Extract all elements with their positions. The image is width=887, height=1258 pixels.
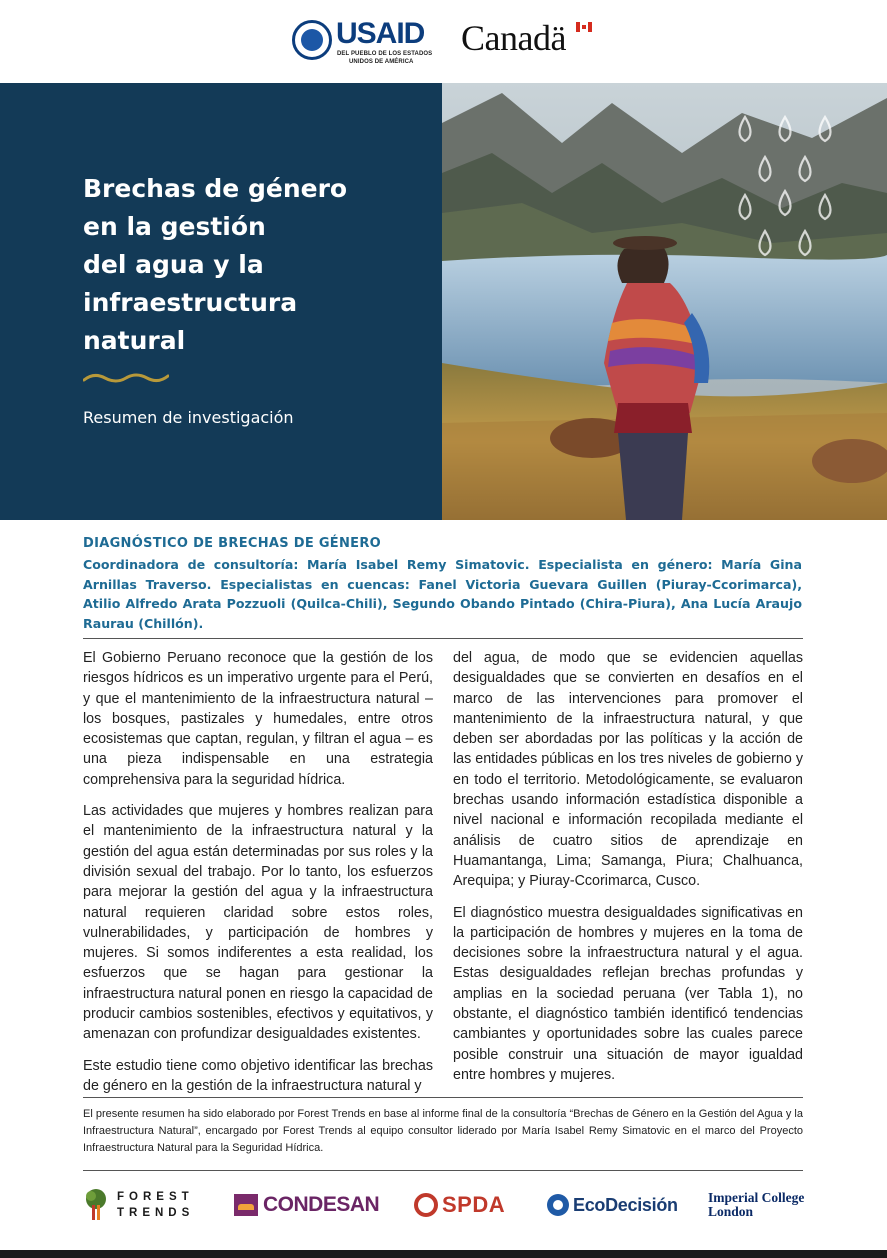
usaid-wordmark: USAID — [336, 17, 425, 50]
divider — [83, 1170, 803, 1171]
ecodecision-wordmark: EcoDecisión — [573, 1194, 678, 1215]
spda-logo — [414, 1180, 505, 1230]
spda-icon — [414, 1193, 438, 1217]
forest-trends-line1: FOREST — [117, 1191, 194, 1203]
title-line: natural — [83, 326, 186, 355]
divider — [83, 638, 803, 639]
usaid-tagline-2: UNIDOS DE AMÉRICA — [349, 59, 414, 65]
usaid-logo — [292, 18, 432, 66]
consultancy-credits: Coordinadora de consultoría: María Isabel Remy Simatovic. Especialista en género: María Gina Arnillas Traverso. Especialistas en cuencas: Fanel Victoria Guevara Guillen (Piuray-Ccorimarca), Atilio Alfredo Arata Pozzuoli (Quilca-Chili), Segundo Obando Pintado (Chira-Piura), Ana Lucía Araujo Raurau (Chillón). — [83, 557, 802, 631]
wave-divider-icon — [83, 371, 169, 385]
imperial-college-logo — [708, 1180, 804, 1230]
canada-wordmark: Canadä — [461, 18, 566, 58]
spda-wordmark: SPDA — [442, 1192, 506, 1217]
body-paragraph: Este estudio tiene como objetivo identificar las brechas de género en la gestión de la infraestructura natural y — [83, 1057, 433, 1094]
page-title — [83, 170, 413, 360]
body-paragraph: Las actividades que mujeres y hombres realizan para el mantenimiento de la infraestructura natural y la gestión del agua están determinadas por sus roles y la división sexual del trabajo. Por lo tanto, los esfuerzos para mejorar la gestión del agua y la infraestructura natural requieren claridad sobre estos roles, vulnerabilidades, y participación de hombres y mujeres. Si somos indiferentes a esta realidad, los esfuerzos que se hagan para gestionar la infraestructura natural ponen en riesgo la capacidad de producir cambios sostenibles, efectivos y equitativos, y amenazan con profundizar desigualdades existentes. — [83, 803, 433, 1043]
body-paragraph: del agua, de modo que se evidencien aquellas desigualdades que se convierten en desafíos en el marco de las intervenciones para promover el mantenimiento de la infraestructura natural, y que deben ser abordadas por las políticas y la acción de las entidades públicas en los tres niveles de gobierno y en todo el territorio. Metodológicamente, se evaluaron brechas usando información estadística disponible a nivel nacional e información recopilada mediante el análisis de cuatro sitios de aprendizaje en Huamantanga, Lima; Samanga, Piura; Chalhuanca, Arequipa; y Piuray-Ccorimarca, Cusco. — [453, 650, 803, 890]
section-heading: DIAGNÓSTICO DE BRECHAS DE GÉNERO — [83, 536, 382, 551]
condesan-logo — [234, 1180, 379, 1230]
title-line: del agua y la — [83, 250, 264, 279]
partner-logos — [0, 1180, 887, 1230]
page-subtitle: Resumen de investigación — [83, 408, 294, 427]
hero-title-panel — [0, 83, 442, 520]
ecodecision-logo — [547, 1180, 678, 1230]
footnote: El presente resumen ha sido elaborado por Forest Trends en base al informe final de la consultoría “Brechas de Género en la Gestión del Agua y la Infraestructura Natural”, encargado por Forest Trends al equipo consultor liderado por María Isabel Remy Simatovic en el marco del Proyecto Infraestructura Natural para la Seguridad Hídrica. — [83, 1108, 803, 1154]
tree-icon — [83, 1188, 109, 1222]
imperial-line1: Imperial College — [708, 1190, 805, 1205]
imperial-college-wordmark — [708, 1191, 804, 1219]
title-line: infraestructura — [83, 288, 298, 317]
forest-trends-logo — [83, 1180, 194, 1230]
bottom-bar — [0, 1250, 887, 1258]
condesan-wordmark: CONDESAN — [263, 1193, 380, 1216]
andean-landscape-image — [442, 83, 887, 520]
title-line: Brechas de género — [83, 174, 348, 203]
ecodecision-icon — [547, 1194, 569, 1216]
forest-trends-line2: TRENDS — [117, 1207, 195, 1219]
condesan-icon — [234, 1194, 258, 1216]
usaid-tagline-1: DEL PUEBLO DE LOS ESTADOS — [337, 51, 433, 57]
divider — [83, 1097, 803, 1098]
imperial-line2: London — [708, 1204, 754, 1219]
body-column-left — [83, 648, 433, 1107]
forest-trends-wordmark — [117, 1189, 194, 1221]
hero-banner — [0, 83, 887, 520]
body-column-right — [453, 648, 803, 1096]
usaid-seal-icon — [292, 20, 332, 60]
body-paragraph: El diagnóstico muestra desigualdades significativas en la participación de hombres y mujeres en la toma de decisiones sobre la infraestructura natural y el agua. Estas desigualdades reflejan brechas profundas y amplias en la sociedad peruana (ver Tabla 1), no obstante, el diagnóstico también identificó tendencias cambiantes y oportunidades sobre las cuales parece posible construir una situación de mayor igualdad entre hombres y mujeres. — [453, 904, 803, 1083]
title-line: en la gestión — [83, 212, 266, 241]
canada-flag-icon — [576, 22, 592, 32]
top-logo-bar — [0, 0, 887, 83]
hero-photo — [442, 83, 887, 520]
body-paragraph: El Gobierno Peruano reconoce que la gestión de los riesgos hídricos es un imperativo urgente para el Perú, y que el mantenimiento de la infraestructura natural – los bosques, pastizales y humedales, entre otros ecosistemas que captan, regulan, y filtran el agua – es una pieza indispensable en una estrategia comprehensiva para la seguridad hídrica. — [83, 650, 433, 788]
